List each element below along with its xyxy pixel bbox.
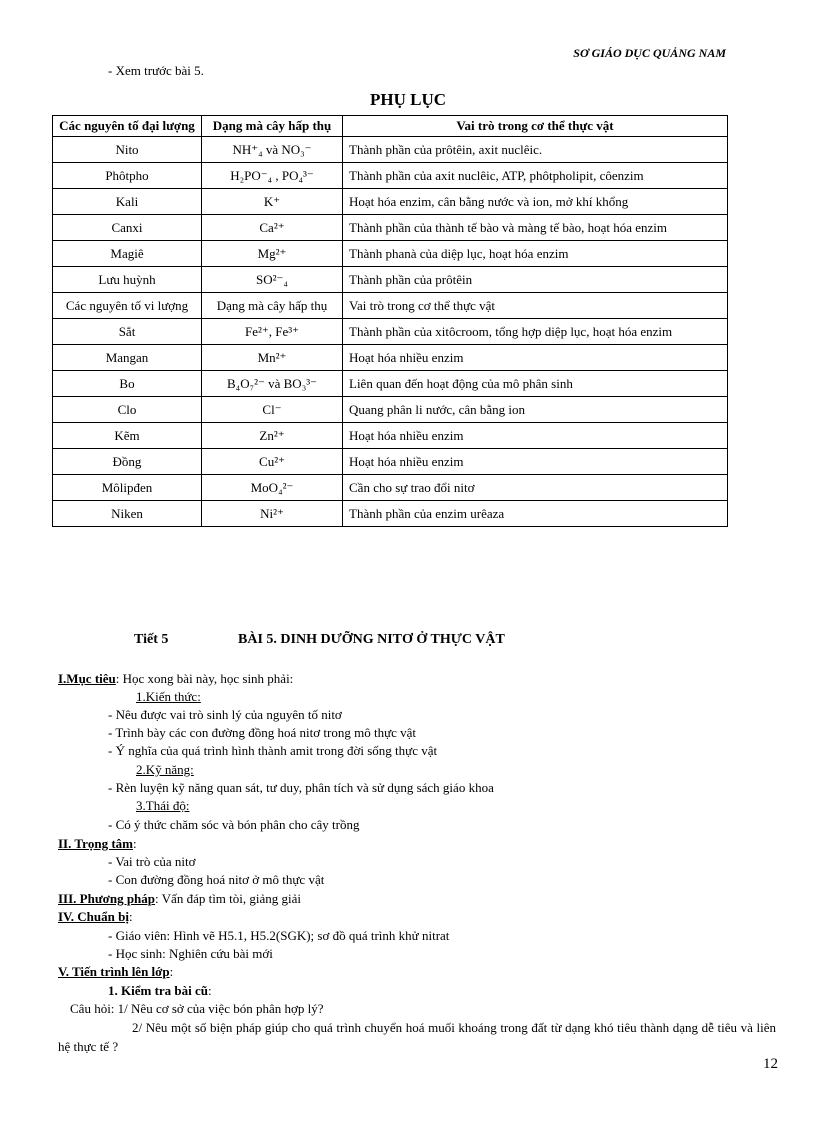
table-header-row (53, 116, 728, 137)
absorbed-form-cell: Zn²⁺ (202, 423, 343, 449)
objectives-text: : Học xong bài này, học sinh phải: (115, 671, 294, 686)
question-1-text: 1/ Nêu cơ sở của việc bón phân hợp lý? (117, 1001, 324, 1016)
table-row (53, 371, 728, 397)
role-cell: Thành phần của axit nuclêic, ATP, phôtpholipit, côenzim (343, 163, 728, 189)
skills-item: - Rèn luyện kỹ năng quan sát, tư duy, phân tích và sử dụng sách giáo khoa (108, 780, 494, 795)
role-cell: Thành phanà của diệp lục, hoạt hóa enzim (343, 241, 728, 267)
table-row (53, 163, 728, 189)
attitude-item: - Có ý thức chăm sóc và bón phân cho cây trồng (108, 817, 360, 832)
role-cell: Thành phần của prôtêin, axit nuclêic. (343, 137, 728, 163)
table-row (53, 397, 728, 423)
element-name-cell: Nito (53, 137, 202, 163)
table-row (53, 215, 728, 241)
table-row (53, 449, 728, 475)
knowledge-item: - Nêu được vai trò sinh lý của nguyên tố nitơ (108, 707, 342, 722)
absorbed-form-cell: Ni²⁺ (202, 501, 343, 527)
absorbed-form-cell: Fe²⁺, Fe³⁺ (202, 319, 343, 345)
role-cell: Thành phần của prôtêin (343, 267, 728, 293)
lesson-period: Tiết 5 (134, 632, 169, 647)
col2-header: Dạng mà cây hấp thụ (202, 116, 343, 137)
objectives-heading: I.Mục tiêu (58, 671, 116, 686)
absorbed-form-cell: Dạng mà cây hấp thụ (202, 293, 343, 319)
focus-line: II. Trọng tâm: (58, 836, 137, 851)
table-row (53, 189, 728, 215)
page-number: 12 (763, 1056, 778, 1072)
element-name-cell: Kali (53, 189, 202, 215)
preparation-line: IV. Chuẩn bị: (58, 909, 133, 924)
table-row (53, 293, 728, 319)
question-1 (70, 1000, 324, 1018)
absorbed-form-cell: H₂PO⁻₄ , PO₄³⁻ (202, 163, 343, 189)
table-row (53, 501, 728, 527)
table-row (53, 423, 728, 449)
method-text: : Vấn đáp tìm tòi, giảng giải (155, 891, 302, 906)
absorbed-form-cell: Mn²⁺ (202, 345, 343, 371)
role-cell: Thành phần của thành tế bào và màng tế bào, hoạt hóa enzim (343, 215, 728, 241)
role-cell: Thành phần của enzim urêaza (343, 501, 728, 527)
procedure-step1: 1. Kiểm tra bài cũ: (108, 983, 212, 998)
step1-label: 1. Kiểm tra bài cũ (108, 983, 209, 998)
absorbed-form-cell: NH⁺₄ và NO₃⁻ (202, 137, 343, 163)
preparation-heading: IV. Chuẩn bị (58, 909, 129, 924)
absorbed-form-cell: K⁺ (202, 189, 343, 215)
focus-item: - Vai trò của nitơ (108, 854, 196, 869)
focus-heading: II. Trọng tâm (58, 836, 133, 851)
focus-item: - Con đường đồng hoá nitơ ở mô thực vật (108, 872, 325, 887)
role-cell: Hoạt hóa nhiều enzim (343, 345, 728, 371)
role-cell: Hoạt hóa nhiều enzim (343, 423, 728, 449)
absorbed-form-cell: Cl⁻ (202, 397, 343, 423)
intro-line: - Xem trước bài 5. (108, 63, 204, 78)
attitude-heading: 3.Thái độ: (136, 798, 190, 813)
role-cell: Thành phần của xitôcroom, tổng hợp diệp lục, hoạt hóa enzim (343, 319, 728, 345)
element-name-cell: Niken (53, 501, 202, 527)
table-row (53, 267, 728, 293)
role-cell: Cần cho sự trao đổi nitơ (343, 475, 728, 501)
appendix-title: PHỤ LỤC (369, 90, 447, 109)
appendix-table (52, 115, 728, 527)
knowledge-heading: 1.Kiến thức: (136, 689, 201, 704)
element-name-cell: Phôtpho (53, 163, 202, 189)
method-line (58, 890, 301, 908)
element-name-cell: Sắt (53, 319, 202, 345)
absorbed-form-cell: Mg²⁺ (202, 241, 343, 267)
absorbed-form-cell: B₄O₇²⁻ và BO₃³⁻ (202, 371, 343, 397)
role-cell: Hoạt hóa enzim, cân bằng nước và ion, mở khí khổng (343, 189, 728, 215)
role-cell: Quang phân li nước, cân bằng ion (343, 397, 728, 423)
knowledge-item: - Trình bày các con đường đồng hoá nitơ trong mô thực vật (108, 725, 417, 740)
table-row (53, 475, 728, 501)
procedure-line: V. Tiến trình lên lớp: (58, 964, 174, 979)
role-cell: Hoạt hóa nhiều enzim (343, 449, 728, 475)
table-row (53, 319, 728, 345)
element-name-cell: Canxi (53, 215, 202, 241)
table-row (53, 345, 728, 371)
table-row (53, 137, 728, 163)
procedure-heading: V. Tiến trình lên lớp (58, 964, 170, 979)
absorbed-form-cell: SO²⁻₄ (202, 267, 343, 293)
method-heading: III. Phương pháp (58, 891, 156, 906)
role-cell: Vai trò trong cơ thể thực vật (343, 293, 728, 319)
element-name-cell: Kẽm (53, 423, 202, 449)
element-name-cell: Mangan (53, 345, 202, 371)
preparation-student: - Học sinh: Nghiên cứu bài mới (108, 946, 273, 961)
col3-header: Vai trò trong cơ thể thực vật (343, 116, 728, 137)
header-org: SƠ GIÁO DỤC QUẢNG NAM (573, 46, 726, 60)
question-label: Câu hỏi: (70, 1001, 115, 1016)
question-2: 2/ Nêu một số biện pháp giúp cho quá trình chuyển hoá muối khoáng trong đất từ dạng khó tiêu thành dạng dễ tiêu và liên hệ thực tế ? (58, 1020, 776, 1054)
element-name-cell: Lưu huỳnh (53, 267, 202, 293)
role-cell: Liên quan đến hoạt động của mô phân sinh (343, 371, 728, 397)
preparation-teacher: - Giáo viên: Hình vẽ H5.1, H5.2(SGK); sơ đồ quá trình khử nitrat (108, 928, 450, 943)
col1-header: Các nguyên tố đại lượng (53, 116, 202, 137)
element-name-cell: Đồng (53, 449, 202, 475)
absorbed-form-cell: Cu²⁺ (202, 449, 343, 475)
knowledge-item: - Ý nghĩa của quá trình hình thành amit trong đời sống thực vật (108, 743, 438, 758)
lesson-title: BÀI 5. DINH DƯỠNG NITƠ Ở THỰC VẬT (238, 632, 505, 647)
element-name-cell: Các nguyên tố vi lượng (53, 293, 202, 319)
element-name-cell: Clo (53, 397, 202, 423)
element-name-cell: Môlipđen (53, 475, 202, 501)
table-row (53, 241, 728, 267)
element-name-cell: Magiê (53, 241, 202, 267)
absorbed-form-cell: MoO₄²⁻ (202, 475, 343, 501)
skills-heading: 2.Kỹ năng: (136, 762, 194, 777)
element-name-cell: Bo (53, 371, 202, 397)
objectives-line (58, 670, 293, 688)
absorbed-form-cell: Ca²⁺ (202, 215, 343, 241)
